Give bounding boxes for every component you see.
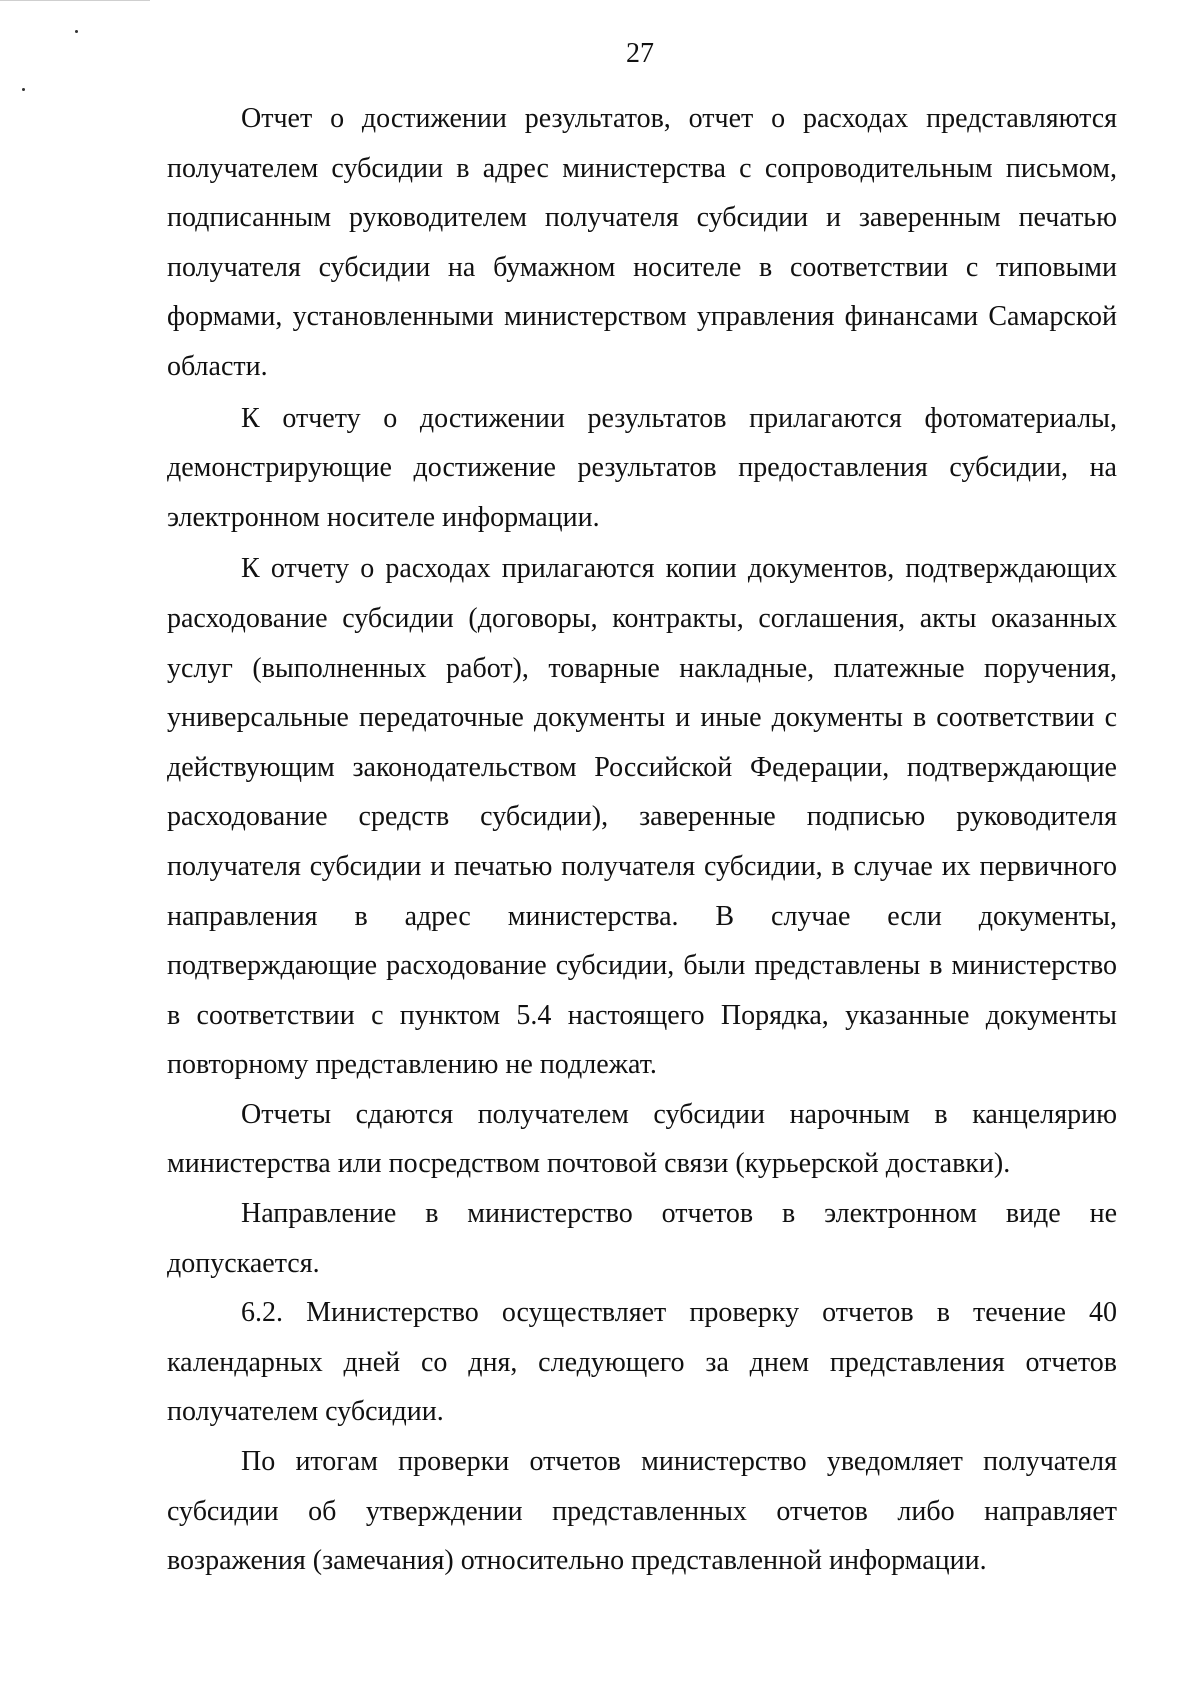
scan-edge-line <box>0 0 150 1</box>
document-body <box>167 94 1117 1586</box>
paragraph-electronic-not-allowed: Направление в министерство отчетов в электронном виде не допускается. <box>167 1198 1117 1279</box>
paragraph-report-submission: Отчет о достижении результатов, отчет о расходах представляются получателем субсидии в адрес министерства с сопроводительным письмом, подписанным руководителем получателя субсидии и заверенным печатью получателя субсидии на бумажном носителе в соответствии с типовыми формами, установленными министерством управления финансами Самарской области. <box>167 103 1117 382</box>
paragraph-photo-materials: К отчету о достижении результатов прилагаются фотоматериалы, демонстрирующие достижение результатов предоставления субсидии, на электронном носителе информации. <box>167 402 1117 533</box>
paragraph-delivery-method: Отчеты сдаются получателем субсидии нарочным в канцелярию министерства или посредством почтовой связи (курьерской доставки). <box>167 1098 1117 1180</box>
paragraph-section-6-2: 6.2. Министерство осуществляет проверку отчетов в течение 40 календарных дней со дня, следующего за днем представления отчетов получателем субсидии. <box>167 1297 1117 1428</box>
page-number: 27 <box>626 38 654 69</box>
paragraph-verification-results: По итогам проверки отчетов министерство уведомляет получателя субсидии об утверждении представленных отчетов либо направляет возражения (замечания) относительно представленной информации. <box>167 1446 1117 1577</box>
paragraph-expense-documents: К отчету о расходах прилагаются копии документов, подтверждающих расходование субсидии (договоры, контракты, соглашения, акты оказанных услуг (выполненных работ), товарные накладные, платежные поручения, универсальные передаточные документы и иные документы в соответствии с действующим законодательством Российской Федерации, подтверждающие расходование средств субсидии), заверенные подписью руководителя получателя субсидии и печатью получателя субсидии, в случае их первичного направления в адрес министерства. В случае если документы, подтверждающие расходование субсидии, были представлены в министерство в соответствии с пунктом 5.4 настоящего Порядка, указанные документы повторному представлению не подлежат. <box>167 553 1117 1081</box>
scan-speck <box>75 30 78 33</box>
scan-speck <box>22 88 25 91</box>
